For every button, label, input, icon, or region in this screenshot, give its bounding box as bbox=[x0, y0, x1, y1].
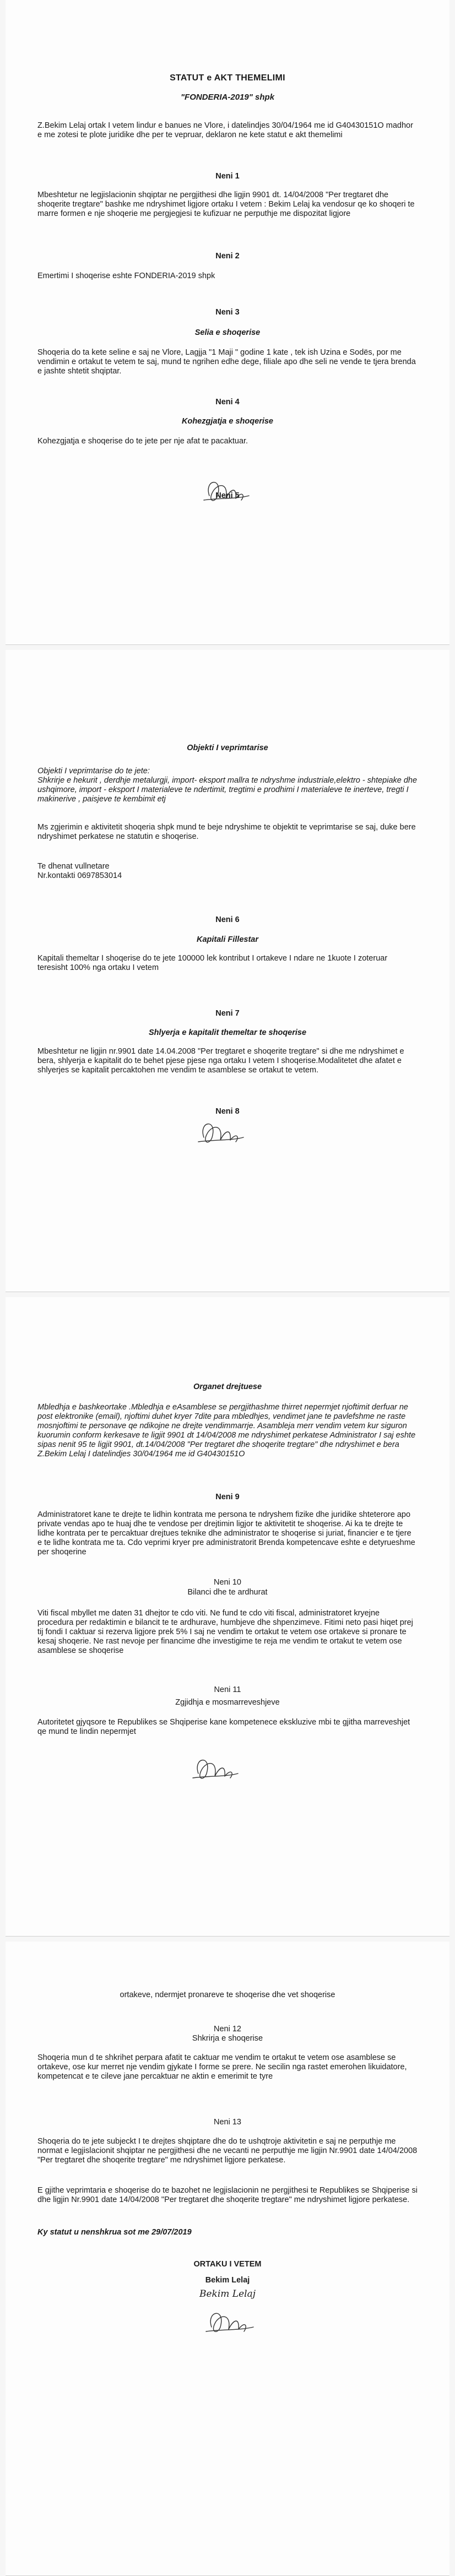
handwritten-name: Bekim Lelaj bbox=[199, 2288, 256, 2300]
neni-6-heading: Neni 6 bbox=[215, 915, 240, 924]
objekti-line-1: Objekti I veprimtarise do te jete: bbox=[37, 767, 150, 775]
page-3 bbox=[6, 1297, 449, 1937]
neni-11-text: Autoritetet gjyqsore te Republikes se Shqiperise kane kompetenece ekskluzive mbi te gjitha marreveshjet qe mund te lindin nepermjet bbox=[37, 1718, 410, 1736]
neni-13-text: Shoqeria do te jete subjeckt I te drejtes shqiptare dhe do te ushqtroje aktivitetin e saj ne perputhje me normat e legjislacionit shqiptar ne pergjithesi dhe ne vecanti ne perputhje me ligjin Nr.9901 date 14/04/2008 "Per tregtaret dhe shoqerite tregtare" me ndryshimet ligjore perkatese. bbox=[37, 2137, 418, 2165]
neni-12-subheading: Shkrirja e shoqerise bbox=[192, 2034, 263, 2043]
organet-text: Mbledhja e bashkeortake .Mbledhja e eAsamblese se pergjithashme thirret nepermjet njoftimit derfuar ne post elektronike (email), njoftimi duhet kryer 7dite para mbledhjes, vendimet jane te pavlefshme ne raste mosnjoftimi te personave qe ndikojne ne drejte vendimmarrje. Asambleja merr vendim vetem kur siguron kuorumin conform kerkesave te ligjit 9901 dt 14/04/2008 me ndryshimet perkatese Administrator I saj eshte sipas nenit 95 te ligjit 9901, dt.14/04/2008 "Per tregtaret dhe shoqerite tregtare" dhe ndryshimet e bera Z.Bekim Lelaj I datelindjes 30/04/1964 me id G40430151O bbox=[37, 1403, 416, 1458]
organet-heading: Organet drejtuese bbox=[193, 1382, 262, 1391]
neni-2-heading: Neni 2 bbox=[215, 252, 240, 261]
neni-9-text: Administratoret kane te drejte te lidhin kontrata me persona te ndryshem fizike dhe juridike shteterore apo private vendas apo te huaj dhe te vendose per drejtimin ligjor te aktivitetit te shoqerise. Ai ka te drejte te lidhe kontrata per te percaktuar drejtues teknike dhe administrator te shoqerise si juriat, financier e te tjere e te lidhe kontrata me ta. Cdo veprimi kryer pre administratorit Brenda kompetencave eshte e detyrueshme per shoqerine bbox=[37, 1510, 415, 1557]
neni-6-subheading: Kapitali Fillestar bbox=[196, 935, 258, 944]
neni-11-subheading: Zgjidhja e mosmarreveshjeve bbox=[175, 1698, 280, 1707]
objekti-heading: Objekti I veprimtarise bbox=[187, 744, 268, 752]
page-1 bbox=[6, 0, 449, 645]
page-2 bbox=[6, 650, 449, 1292]
company-name: "FONDERIA-2019" shpk bbox=[180, 93, 275, 102]
objekti-line-2: Shkrirje e hekurit , derdhje metalurgji, import- eksport mallra te ndryshme industriale,elektro - shtepiake dhe ushqimore, import - eksport I materialeve te ndertimit, tregtimi e prodhimi I materialeve te inerteve, tregti I makinerive , paisjeve te kembimit etj bbox=[37, 776, 418, 804]
neni-3-heading: Neni 3 bbox=[215, 308, 240, 317]
objekti-line-3: Ms zgjerimin e aktivitetit shoqeria shpk mund te beje ndryshime te objektit te veprimtarise se saj, duke bere ndryshimet perkatese ne statutin e shoqerise. bbox=[37, 823, 416, 841]
neni-11-heading: Neni 11 bbox=[214, 1685, 241, 1694]
neni-7-text: Mbeshtetur ne ligjin nr.9901 date 14.04.2008 "Per tregtaret e shoqerite tregtare" si dhe me ndryshimet e bera, shlyerja e kapitalit do te behet pjese pjese nga ortaku I vetem I shoqerise.Modalitetet dhe afatet e shlyerjes se kapitalit percaktohen me vendim te asamblese se ortakut te vetem. bbox=[37, 1047, 404, 1075]
neni-7-heading: Neni 7 bbox=[215, 1009, 240, 1018]
contact-label: Te dhenat vullnetare bbox=[37, 862, 110, 871]
neni-1-text: Mbeshtetur ne legjislacionin shqiptar ne pergjithesi dhe ligjin 9901 dt. 14/04/2008 "Per tregtaret dhe shoqerite tregtare" bashke me ndryshimet ligjore ortaku I vetem : Bekim Lelaj ka vendosur qe ko shoqeri te marre formen e nje shoqerie me pergjegjesi te kufizuar ne perputhje me dispozitat ligjore bbox=[37, 191, 415, 218]
signature-2 bbox=[193, 1115, 248, 1151]
neni-10-heading: Neni 10 bbox=[214, 1578, 241, 1587]
neni-3-text: Shoqeria do ta kete seline e saj ne Vlore, Lagjja "1 Maji " godine 1 kate , tek ish Uzina e Sodës, por me vendimin e ortakut te vetem te saj, mund te ngrihen edhe dege, filiale apo dhe seli ne vende te tjera brenda e jashte shtetit shqiptar. bbox=[37, 348, 416, 376]
signature-4 bbox=[199, 2304, 260, 2340]
document-title: STATUT e AKT THEMELIMI bbox=[170, 73, 285, 83]
neni-3-subheading: Selia e shoqerise bbox=[194, 328, 261, 337]
neni-10-subheading: Bilanci dhe te ardhurat bbox=[187, 1588, 268, 1597]
neni-12-text: Shoqeria mun d te shkrihet perpara afatit te caktuar me vendim te ortakut te vetem ose asamblese se ortakeve, ose kur merret nje vendim gjykate I forme se prere. Ne secilin nga rastet emerohen likuidatore, kompetencat e te cileve jane percaktuar ne aktin e emerimit te tyre bbox=[37, 2053, 407, 2081]
neni-13-heading: Neni 13 bbox=[214, 2118, 241, 2127]
neni-6-text: Kapitali themeltar I shoqerise do te jete 100000 lek kontribut I ortakeve I ndare ne 1kuote I zoteruar teresisht 100% nga ortaku I vetem bbox=[37, 954, 388, 972]
contact-number: Nr.kontakti 0697853014 bbox=[37, 871, 122, 880]
neni-9-heading: Neni 9 bbox=[215, 1493, 240, 1501]
intro-paragraph: Z.Bekim Lelaj ortak I vetem lindur e banues ne Vlore, i datelindjes 30/04/1964 me id G40430151O madhor e me zotesi te plote juridike dhe per te vepruar, deklaron ne kete statut e akt themelimi bbox=[37, 121, 413, 139]
neni-2-text: Emertimi I shoqerise eshte FONDERIA-2019 shpk bbox=[37, 272, 215, 280]
neni-4-text: Kohezgjatja e shoqerise do te jete per nje afat te pacaktuar. bbox=[37, 437, 248, 446]
signature-3 bbox=[187, 1751, 242, 1787]
neni-7-subheading: Shlyerja e kapitalit themeltar te shoqerise bbox=[148, 1028, 307, 1037]
signing-date: Ky statut u nenshkrua sot me 29/07/2019 bbox=[37, 2228, 192, 2237]
owner-title: ORTAKU I VETEM bbox=[193, 2260, 262, 2269]
neni-5-heading: Neni 5 bbox=[215, 491, 240, 500]
continued-text: ortakeve, ndermjet pronareve te shoqerise dhe vet shoqerise bbox=[120, 1991, 335, 1999]
neni-10-text: Viti fiscal mbyllet me daten 31 dhejtor te cdo viti. Ne fund te cdo viti fiscal, administratoret kryejne procedura per redaktimin e bilancit te te ardhurave, humbjeve dhe shpenzimeve. Fitimi neto pasi hiqet prej tij fondi I caktuar si rezerva ligjore prek 5% I saj ne vendim te ortakut te vetem ose ortakeve si pronare te kesaj shoqerie. Ne rast nevoje per financime dhe investigime te reja me vendim te ortakut te vetem ose asamblese se shoqerise bbox=[37, 1609, 413, 1655]
owner-name: Bekim Lelaj bbox=[205, 2276, 250, 2285]
neni-8-heading: Neni 8 bbox=[215, 1107, 240, 1116]
signature-1 bbox=[198, 474, 253, 509]
neni-12-heading: Neni 12 bbox=[214, 2025, 241, 2033]
neni-1-heading: Neni 1 bbox=[215, 172, 240, 181]
neni-4-heading: Neni 4 bbox=[215, 398, 240, 406]
neni-4-subheading: Kohezgjatja e shoqerise bbox=[182, 417, 273, 426]
page-4 bbox=[6, 1942, 449, 2576]
final-text: E gjithe veprimtaria e shoqerise do te bazohet ne legjislacionin ne pergjithesi te Republikes se Shqiperise si dhe ligjin Nr.9901 date 14/04/2008 "Per tregtaret dhe shoqerite tregtare" me ndryshimet ligjore perkatese. bbox=[37, 2186, 418, 2204]
